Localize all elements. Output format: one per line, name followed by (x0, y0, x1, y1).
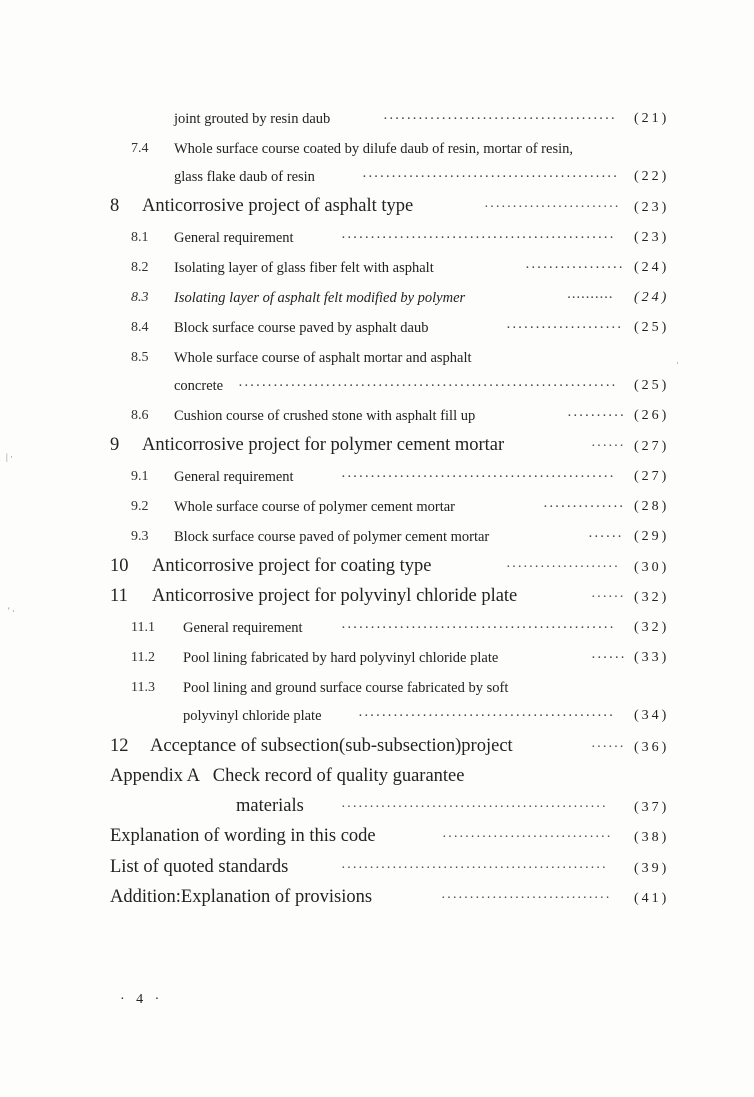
dot-leader: ······ (591, 740, 625, 755)
toc-entry-title: Isolating layer of asphalt felt modified by polymer (174, 290, 466, 306)
toc-entry-page: (22) (634, 169, 670, 184)
dot-leader: ······························ (442, 830, 612, 845)
toc-appendix-page: (37) (634, 800, 670, 815)
toc-entry-title: Pool lining and ground surface course fabricated by soft (183, 680, 509, 696)
toc-entry-number: 8.2 (131, 260, 149, 275)
toc-entry-page: (27) (634, 469, 670, 484)
dot-leader: ··············································· (341, 469, 615, 485)
toc-entry-title: Cushion course of crushed stone with asphalt fill up (174, 408, 476, 424)
dot-leader: ······ (591, 650, 626, 666)
toc-entry-number: 9.3 (131, 529, 149, 544)
toc-entry-title: Pool lining fabricated by hard polyvinyl chloride plate (183, 650, 499, 666)
toc-backmatter-title: List of quoted standards (110, 857, 289, 877)
toc-backmatter-page: (41) (634, 891, 670, 906)
toc-entry-title: Whole surface course coated by dilufe daub of resin, mortar of resin, (174, 141, 573, 157)
toc-entry-page: (23) (634, 230, 670, 245)
toc-chapter-title: Acceptance of subsection(sub-subsection)project (150, 736, 513, 756)
toc-entry-title: Isolating layer of glass fiber felt with asphalt (174, 260, 434, 276)
toc-entry-number: 8.3 (131, 290, 149, 305)
toc-chapter-page: (30) (634, 560, 670, 575)
toc-chapter-number: 10 (110, 556, 129, 576)
toc-chapter-page: (32) (634, 590, 670, 605)
toc-chapter-number: 8 (110, 196, 120, 216)
toc-entry-title: General requirement (174, 230, 294, 246)
toc-entry-title: General requirement (183, 620, 303, 636)
dot-leader: ························ (484, 200, 620, 215)
toc-chapter-title: Anticorrosive project of asphalt type (142, 196, 414, 216)
toc-backmatter-title: Explanation of wording in this code (110, 826, 376, 846)
dot-leader: ······ (591, 439, 625, 454)
page-number: · 4 · (120, 992, 164, 1007)
toc-chapter-title: Anticorrosive project for polymer cement mortar (142, 435, 505, 455)
toc-chapter-number: 12 (110, 736, 129, 756)
toc-entry-title-continued: concrete (174, 378, 224, 394)
toc-backmatter-title: Addition:Explanation of provisions (110, 887, 373, 907)
toc-entry-page: (33) (634, 650, 670, 665)
dot-leader: ··············································· (341, 800, 608, 815)
toc-entry-page: (26) (634, 408, 670, 423)
toc-chapter-title: Anticorrosive project for coating type (152, 556, 432, 576)
toc-appendix-title-continued: materials (236, 796, 304, 816)
toc-entry-page: (29) (634, 529, 670, 544)
scan-artifact: · (676, 358, 679, 368)
dot-leader: ································································· (238, 378, 617, 394)
toc-entry-title-continued: polyvinyl chloride plate (183, 708, 322, 724)
dot-leader: ······ (588, 529, 623, 545)
toc-entry-page: (24) (634, 260, 670, 275)
toc-entry-page: (21) (634, 111, 670, 126)
toc-entry-title: Whole surface course of asphalt mortar and asphalt (174, 350, 472, 366)
toc-entry-number: 8.5 (131, 350, 149, 365)
toc-chapter-page: (27) (634, 439, 670, 454)
toc-entry-number: 8.6 (131, 408, 149, 423)
toc-entry-page: (25) (634, 378, 670, 393)
toc-chapter-title: Anticorrosive project for polyvinyl chloride plate (152, 586, 518, 606)
dot-leader: ··············································· (341, 620, 615, 636)
toc-entry-title: joint grouted by resin daub (174, 111, 331, 127)
toc-entry-title: Block surface course paved by asphalt daub (174, 320, 429, 336)
toc-entry-number: 11.1 (131, 620, 155, 635)
toc-entry-page: (28) (634, 499, 670, 514)
toc-entry-page: (32) (634, 620, 670, 635)
toc-entry-number: 8.4 (131, 320, 149, 335)
toc-chapter-number: 9 (110, 435, 120, 455)
toc-entry-page: (24) (634, 290, 670, 305)
toc-entry-title: Whole surface course of polymer cement mortar (174, 499, 456, 515)
toc-entry-number: 11.3 (131, 680, 155, 695)
dot-leader: ·············· (543, 499, 625, 515)
toc-backmatter-page: (39) (634, 861, 670, 876)
toc-appendix-title: Appendix A Check record of quality guarantee (110, 766, 465, 786)
dot-leader: ···················· (506, 320, 623, 336)
scan-artifact: | · (6, 452, 14, 462)
dot-leader: ··············································· (341, 230, 615, 246)
toc-entry-number: 9.1 (131, 469, 149, 484)
toc-entry-number: 9.2 (131, 499, 149, 514)
dot-leader: ············································ (362, 169, 619, 185)
dot-leader: ················· (525, 260, 625, 276)
dot-leader: ······························ (441, 891, 611, 906)
toc-entry-number: 11.2 (131, 650, 155, 665)
toc-chapter-page: (36) (634, 740, 670, 755)
dot-leader: ············································ (358, 708, 615, 724)
scan-artifact: ' · (8, 606, 15, 616)
toc-entry-page: (25) (634, 320, 670, 335)
dot-leader: ···················· (506, 560, 620, 575)
toc-backmatter-page: (38) (634, 830, 670, 845)
toc-chapter-number: 11 (110, 586, 128, 606)
dot-leader: ··············································· (341, 861, 608, 876)
toc-entry-number: 7.4 (131, 141, 149, 156)
dot-leader: ·········· (567, 290, 614, 306)
dot-leader: ········································ (383, 111, 617, 127)
toc-chapter-page: (23) (634, 200, 670, 215)
toc-entry-title: General requirement (174, 469, 294, 485)
toc-entry-title: Block surface course paved of polymer cement mortar (174, 529, 490, 545)
toc-entry-title-continued: glass flake daub of resin (174, 169, 315, 185)
dot-leader: ·········· (567, 408, 626, 424)
toc-entry-number: 8.1 (131, 230, 149, 245)
dot-leader: ······ (591, 590, 625, 605)
toc-entry-page: (34) (634, 708, 670, 723)
